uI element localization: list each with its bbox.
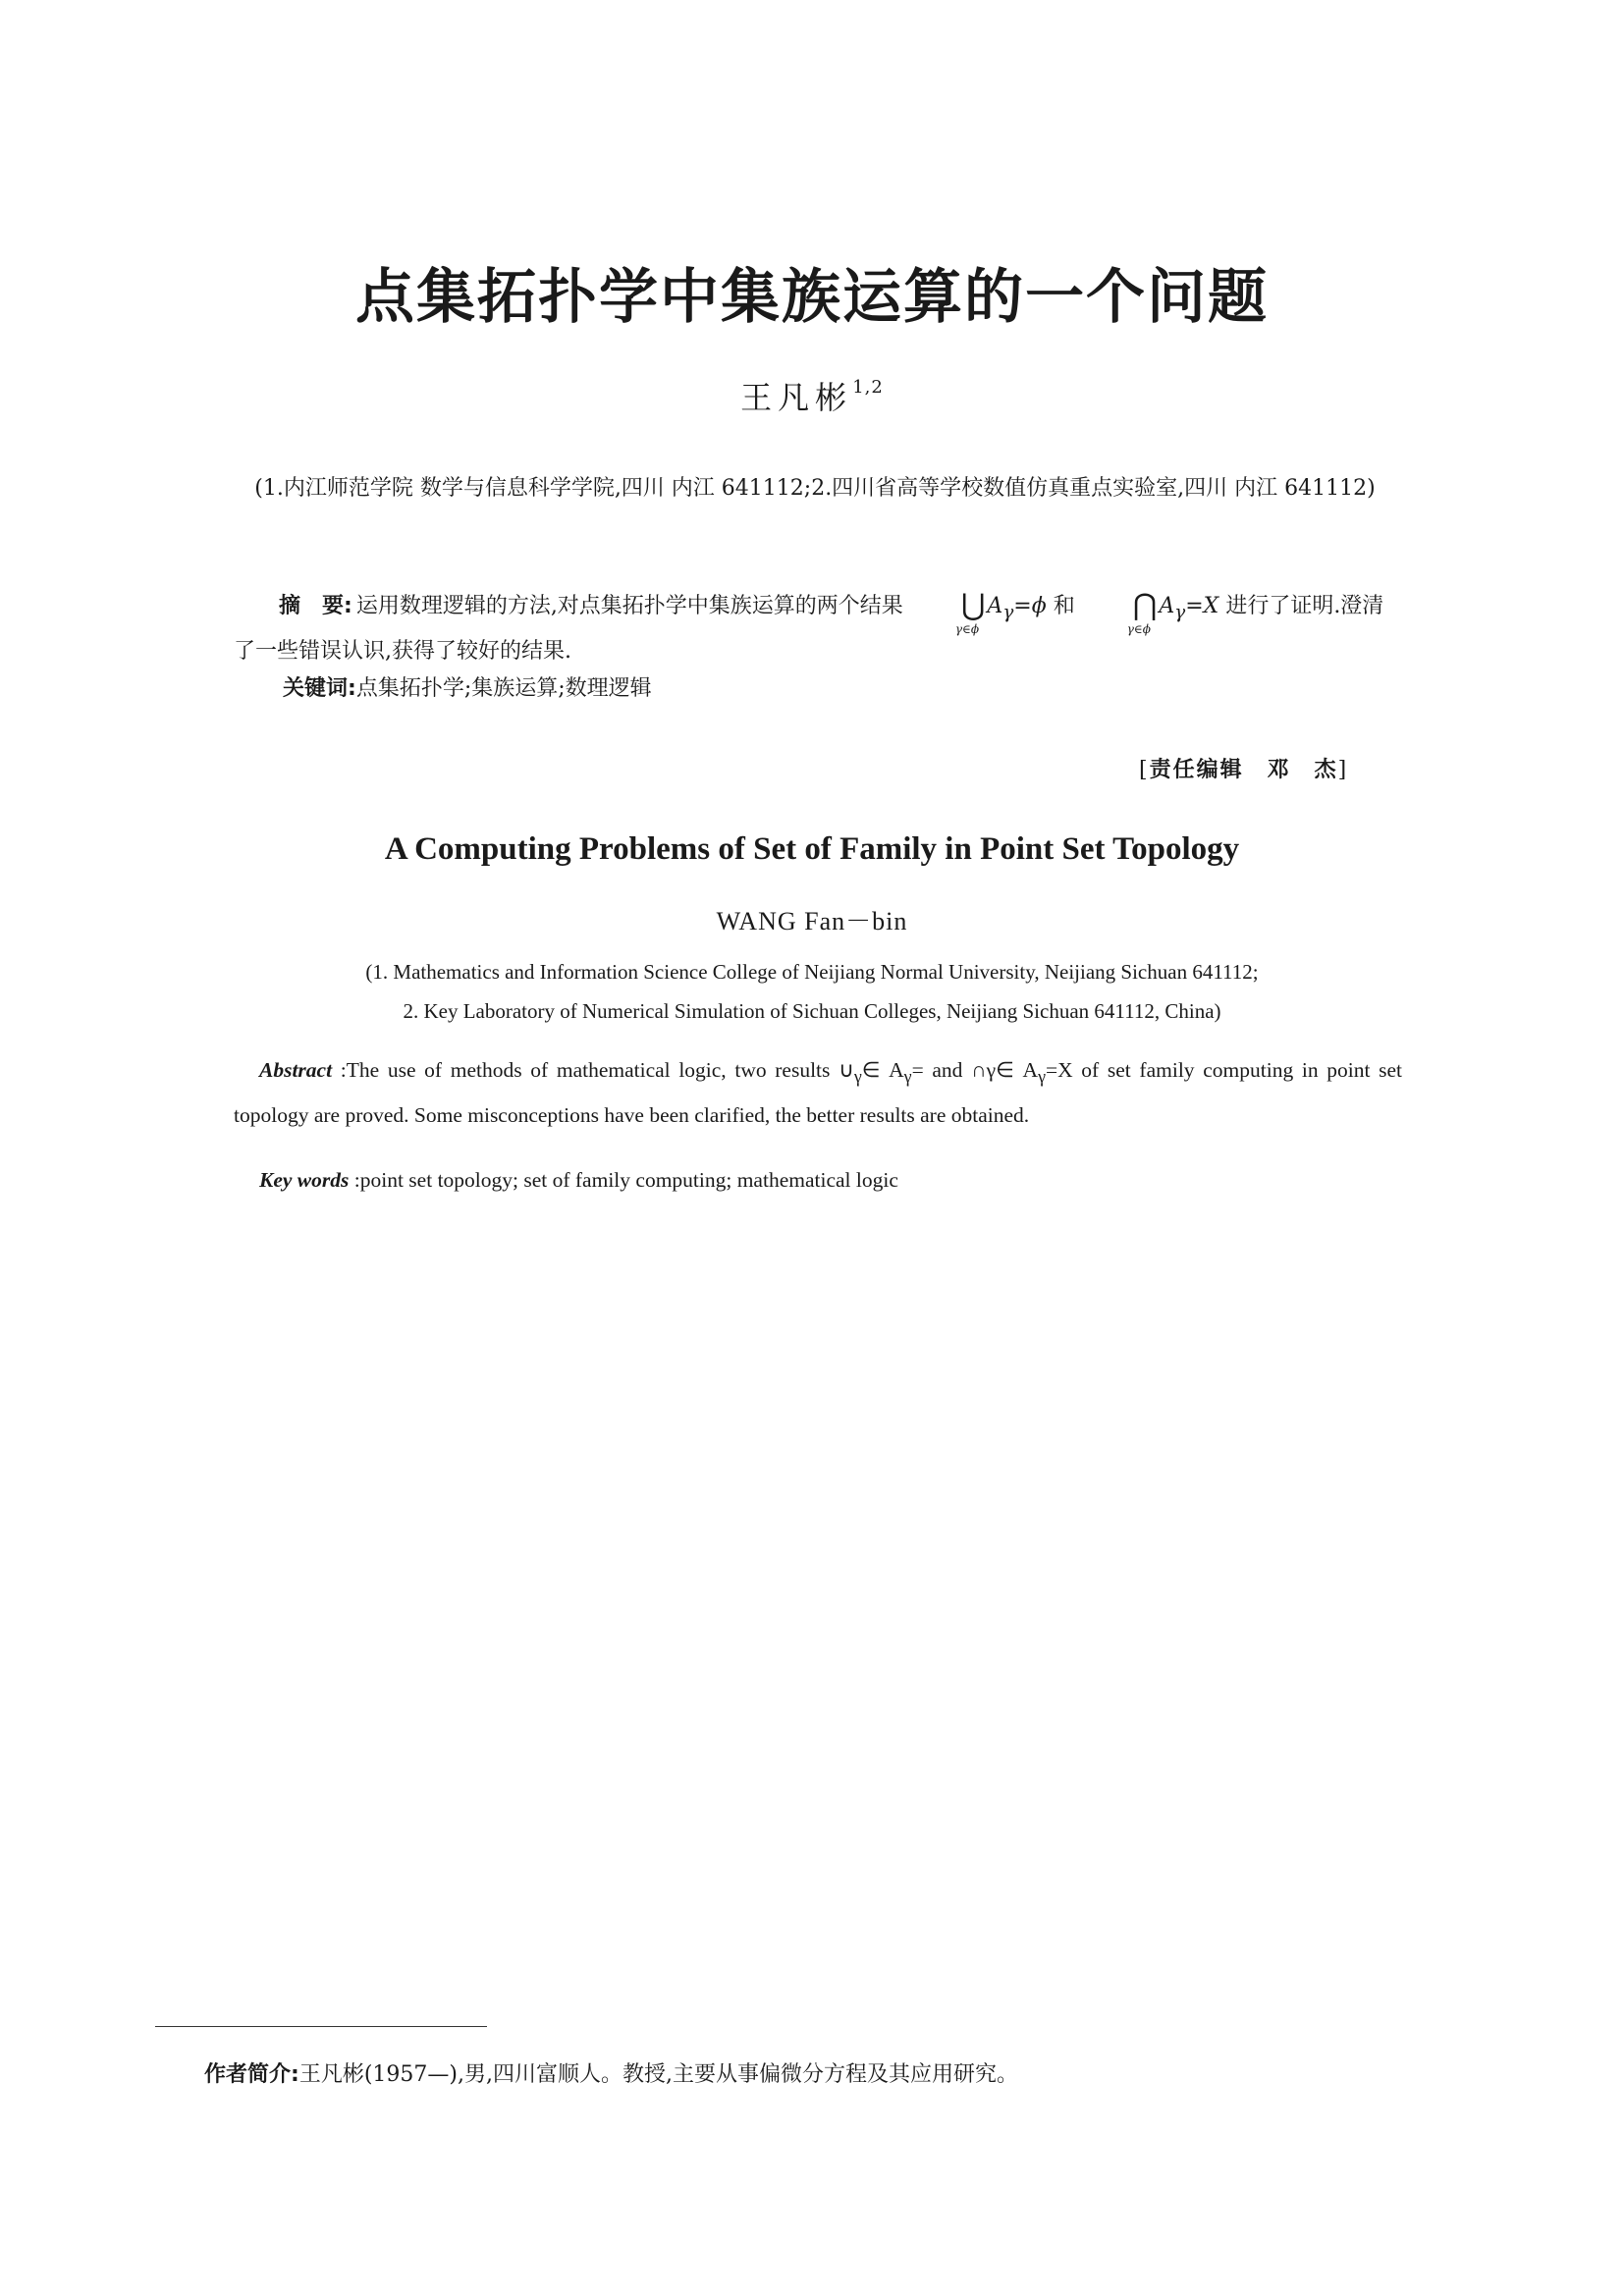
editor-open-bracket: [: [1139, 758, 1150, 782]
footnote-rule: [155, 2026, 487, 2027]
union-operator: [912, 588, 986, 636]
editor-name: 邓 杰: [1267, 758, 1338, 782]
abstract-en: [234, 1050, 1402, 1135]
keywords-en-text: point set topology; set of family computing; mathematical logic: [359, 1168, 898, 1192]
paper-title: 点集拓扑学中集族运算的一个问题: [355, 263, 1269, 332]
abstract-en-sub-2: γ: [903, 1066, 912, 1087]
intersection-symbol: ⋂: [1132, 588, 1158, 622]
keywords-en-label: Key words: [259, 1168, 350, 1192]
abstract-en-text-b: ∈ A: [861, 1058, 904, 1082]
intersection-rhs: =X: [1185, 594, 1219, 618]
abstract-en-sub-1: γ: [853, 1066, 862, 1087]
paper-title-en: A Computing Problems of Set of Family in Point Set Topology: [384, 831, 1240, 867]
abstract-en-colon: :: [340, 1058, 347, 1082]
abstract-en-sub-3: γ: [1038, 1066, 1046, 1087]
intersection-term-sub: γ: [1174, 602, 1186, 623]
keywords-en-colon: :: [353, 1168, 360, 1192]
abstract-en-text-c: = and ∩γ∈ A: [911, 1058, 1039, 1082]
abstract-en-text-d: =X of set family computing in point set topology are proved. Some misconceptions have been clarified, the better results are obtained.: [234, 1058, 1403, 1128]
author-name: [0, 373, 1624, 418]
editor-label: 责任编辑: [1149, 758, 1244, 782]
abstract-cn-text-before: 运用数理逻辑的方法,对点集拓扑学中集族运算的两个结果: [355, 594, 903, 618]
abstract-cn-text-after: 进行了证明.澄清了一些错误认识,获得了较好的结果.: [234, 594, 1384, 665]
union-symbol: ⋃: [960, 588, 986, 622]
union-term: A: [987, 594, 1003, 618]
abstract-cn: [234, 587, 1402, 671]
union-rhs: =ϕ: [1013, 594, 1047, 618]
abstract-en-label: Abstract: [259, 1058, 333, 1082]
responsible-editor: [1139, 753, 1348, 783]
affiliation-en-line1: (1. Mathematics and Information Science College of Neijiang Normal University, Neijiang Sichuan 641112;: [365, 960, 1259, 984]
union-index: γ∈ϕ: [954, 622, 980, 636]
keywords-cn-text: 点集拓扑学;集族运算;数理逻辑: [355, 676, 652, 701]
intersection-term: A: [1159, 594, 1175, 618]
intersection-index: γ∈ϕ: [1126, 622, 1151, 636]
author-bio-footnote: [204, 2057, 1018, 2088]
abstract-cn-conj: 和: [1053, 594, 1075, 618]
author-name-en: WANG Fan－bin: [716, 907, 908, 935]
union-term-sub: γ: [1002, 602, 1014, 623]
keywords-cn: [283, 671, 652, 702]
affiliation-en-line2: 2. Key Laboratory of Numerical Simulation of Sichuan Colleges, Neijiang Sichuan 641112, China): [403, 999, 1221, 1023]
author-affiliation-marks: 1,2: [852, 377, 884, 398]
affiliation-cn: (1.内江师范学院 数学与信息科学学院,四川 内江 641112;2.四川省高等学校数值仿真重点实验室,四川 内江 641112): [254, 476, 1376, 501]
abstract-cn-label: 摘 要:: [279, 594, 352, 618]
keywords-en: [259, 1168, 898, 1193]
keywords-cn-label: 关键词:: [283, 676, 356, 701]
editor-close-bracket: ]: [1337, 758, 1349, 782]
intersection-operator: [1084, 588, 1158, 636]
author-name-text: 王凡彬: [740, 379, 853, 416]
author-bio-label: 作者简介:: [204, 2062, 299, 2087]
author-bio-text: 王凡彬(1957—),男,四川富顺人。教授,主要从事偏微分方程及其应用研究。: [298, 2062, 1018, 2087]
abstract-en-text-a: The use of methods of mathematical logic, two results ∪: [346, 1058, 854, 1082]
